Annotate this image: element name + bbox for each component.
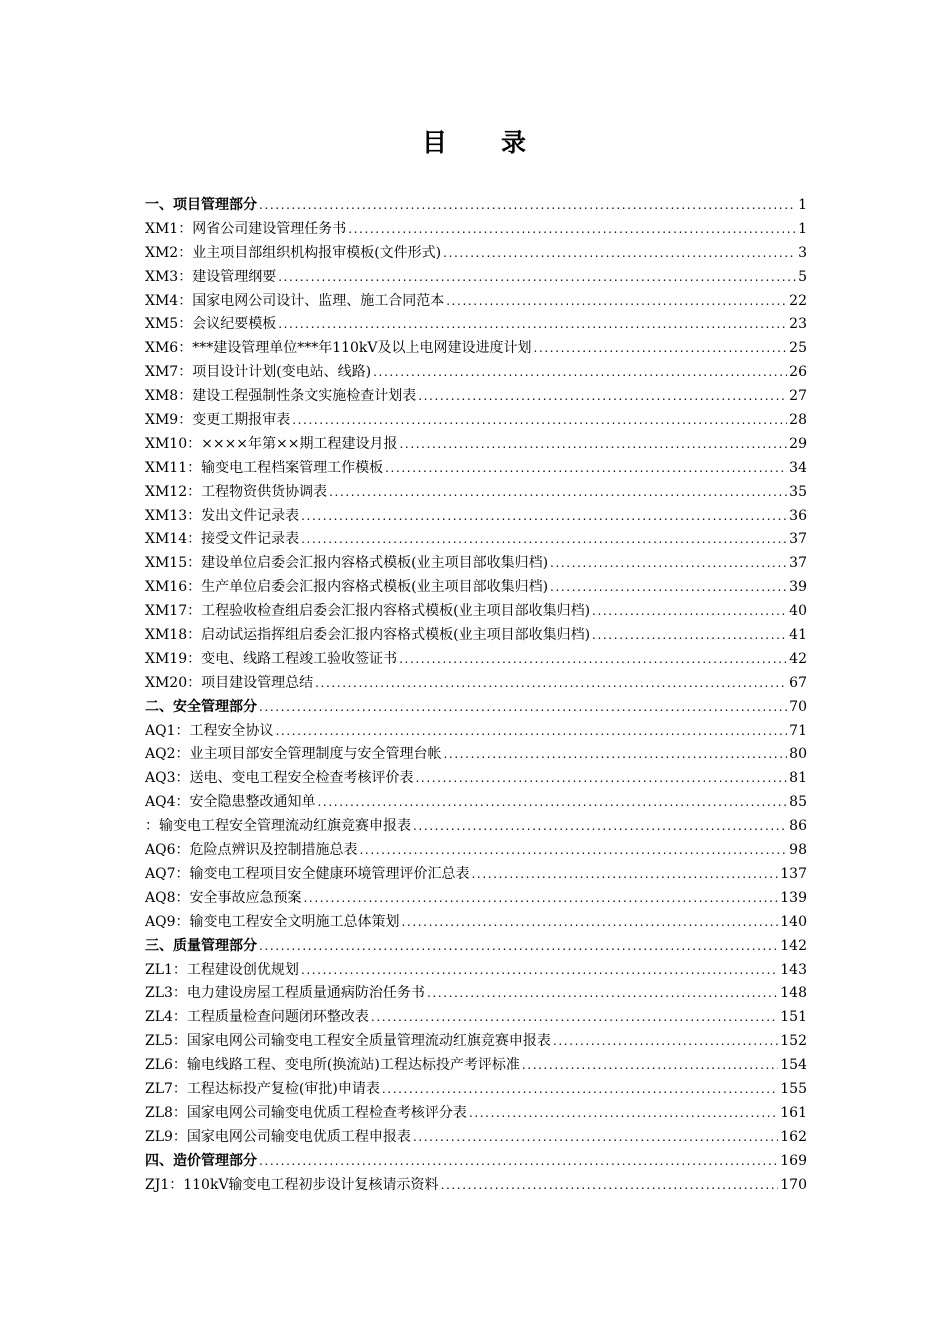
toc-entry-title: XM20：项目建设管理总结 (145, 674, 314, 691)
toc-page-number: 34 (789, 459, 807, 476)
toc-page-number: 29 (789, 435, 807, 452)
toc-entry-title: XM17：工程验收检查组启委会汇报内容格式模板(业主项目部收集归档) (145, 603, 591, 620)
toc-dot-leader (550, 552, 787, 576)
toc-entry[interactable] (145, 313, 807, 337)
toc-page-number: 1 (798, 220, 807, 237)
toc-entry[interactable] (145, 1006, 807, 1030)
toc-dot-leader (443, 242, 796, 266)
toc-section-heading[interactable] (145, 935, 807, 959)
toc-entry[interactable] (145, 242, 807, 266)
toc-page-number: 71 (789, 722, 807, 739)
toc-entry-title: XM5：会议纪要模板 (145, 316, 277, 333)
toc-dot-leader (371, 1006, 778, 1030)
toc-dot-leader (278, 266, 796, 290)
toc-entry[interactable] (145, 600, 807, 624)
toc-entry[interactable] (145, 385, 807, 409)
toc-dot-leader (469, 1102, 778, 1126)
toc-page-number: 23 (789, 316, 807, 333)
toc-entry[interactable] (145, 1174, 807, 1198)
toc-entry[interactable] (145, 1126, 807, 1150)
toc-entry[interactable] (145, 266, 807, 290)
toc-page-number: 151 (780, 1009, 807, 1026)
page-title (0, 126, 950, 160)
toc-page-number: 86 (789, 818, 807, 835)
toc-dot-leader (472, 863, 779, 887)
toc-page-number: 152 (780, 1033, 807, 1050)
toc-entry[interactable] (145, 337, 807, 361)
toc-entry[interactable] (145, 959, 807, 983)
toc-page-number: 143 (780, 961, 807, 978)
toc-dot-leader (329, 481, 787, 505)
toc-entry[interactable] (145, 409, 807, 433)
toc-entry[interactable] (145, 1102, 807, 1126)
toc-dot-leader (592, 600, 787, 624)
toc-entry-title: XM13：发出文件记录表 (145, 507, 300, 524)
toc-entry-title: XM9：变更工期报审表 (145, 412, 291, 429)
toc-dot-leader (360, 839, 788, 863)
toc-entry[interactable] (145, 1030, 807, 1054)
toc-page-number: 36 (789, 507, 807, 524)
toc-dot-leader (304, 887, 779, 911)
toc-entry-title: XM18：启动试运指挥组启委会汇报内容格式模板(业主项目部收集归档) (145, 627, 591, 644)
toc-page-number: 161 (780, 1104, 807, 1121)
toc-dot-leader (318, 791, 788, 815)
toc-entry-title: ZL9：国家电网公司输变电优质工程申报表 (145, 1128, 411, 1145)
toc-entry[interactable] (145, 361, 807, 385)
toc-page-number: 37 (789, 555, 807, 572)
toc-dot-leader (382, 1078, 778, 1102)
toc-dot-leader (413, 1126, 778, 1150)
toc-entry-title: AQ8：安全事故应急预案 (145, 889, 302, 906)
toc-dot-leader (413, 815, 787, 839)
toc-dot-leader (416, 767, 788, 791)
toc-page-number: 25 (789, 340, 807, 357)
toc-entry[interactable] (145, 576, 807, 600)
toc-page-number: 169 (780, 1152, 807, 1169)
toc-entry-title: XM8：建设工程强制性条文实施检查计划表 (145, 388, 417, 405)
toc-dot-leader (534, 337, 788, 361)
toc-section-heading[interactable] (145, 696, 807, 720)
toc-page-number: 35 (789, 483, 807, 500)
toc-dot-leader (315, 672, 787, 696)
toc-entry[interactable] (145, 505, 807, 529)
toc-entry-title: XM14：接受文件记录表 (145, 531, 300, 548)
toc-entry[interactable] (145, 481, 807, 505)
toc-entry-title: 四、造价管理部分 (145, 1152, 257, 1169)
toc-dot-leader (292, 409, 787, 433)
title-char-1: 目 (421, 128, 449, 157)
toc-dot-leader (259, 935, 778, 959)
toc-entry[interactable] (145, 863, 807, 887)
toc-page-number: 148 (780, 985, 807, 1002)
toc-dot-leader (259, 194, 796, 218)
toc-entry[interactable] (145, 982, 807, 1006)
toc-page-number: 154 (780, 1057, 807, 1074)
toc-dot-leader (373, 361, 787, 385)
toc-entry[interactable] (145, 457, 807, 481)
toc-page-number: 27 (789, 388, 807, 405)
toc-dot-leader (278, 313, 787, 337)
toc-page-number: 81 (789, 770, 807, 787)
toc-entry[interactable] (145, 552, 807, 576)
toc-dot-leader (402, 911, 779, 935)
toc-entry-title: AQ6：危险点辨识及控制措施总表 (145, 842, 358, 859)
toc-entry-title: XM19：变电、线路工程竣工验收签证书 (145, 650, 398, 667)
toc-page-number: 85 (789, 794, 807, 811)
toc-entry-title: ZL5：国家电网公司输变电工程安全质量管理流动红旗竞赛申报表 (145, 1033, 551, 1050)
table-of-contents (145, 194, 807, 1197)
toc-entry-title: ZL4：工程质量检查问题闭环整改表 (145, 1009, 369, 1026)
toc-entry-title: ZJ1：110kV输变电工程初步设计复核请示资料 (145, 1176, 439, 1193)
toc-dot-leader (301, 528, 787, 552)
toc-entry[interactable] (145, 672, 807, 696)
toc-dot-leader (592, 624, 787, 648)
toc-entry-title: XM4：国家电网公司设计、监理、施工合同范本 (145, 292, 445, 309)
toc-page-number: 142 (780, 937, 807, 954)
toc-section-heading[interactable] (145, 194, 807, 218)
toc-page-number: 98 (789, 842, 807, 859)
toc-dot-leader (399, 648, 787, 672)
toc-page-number: 28 (789, 412, 807, 429)
toc-entry[interactable] (145, 290, 807, 314)
toc-entry-title: XM6：***建设管理单位***年110kV及以上电网建设进度计划 (145, 340, 532, 357)
toc-page-number: 70 (789, 698, 807, 715)
toc-entry-title: AQ4：安全隐患整改通知单 (145, 794, 316, 811)
toc-dot-leader (400, 433, 788, 457)
toc-entry-title: 一、项目管理部分 (145, 197, 257, 213)
toc-entry-title: XM11：输变电工程档案管理工作模板 (145, 459, 384, 476)
toc-dot-leader (348, 218, 796, 242)
toc-page-number: 140 (780, 913, 807, 930)
toc-page-number: 26 (789, 364, 807, 381)
toc-entry-title: XM10：××××年第××期工程建设月报 (145, 435, 398, 452)
toc-page-number: 137 (780, 865, 807, 882)
toc-dot-leader (301, 505, 787, 529)
toc-entry-title: XM2：业主项目部组织机构报审模板(文件形式) (145, 244, 442, 261)
toc-entry-title: XM16：生产单位启委会汇报内容格式模板(业主项目部收集归档) (145, 579, 549, 596)
title-char-2: 录 (501, 128, 529, 157)
toc-entry-title: AQ9：输变电工程安全文明施工总体策划 (145, 913, 400, 930)
toc-dot-leader (522, 1054, 778, 1078)
toc-entry-title: XM3：建设管理纲要 (145, 268, 277, 285)
toc-page-number: 22 (789, 292, 807, 309)
toc-dot-leader (385, 457, 787, 481)
toc-entry[interactable] (145, 1078, 807, 1102)
toc-entry-title: ZL8：国家电网公司输变电优质工程检查考核评分表 (145, 1104, 467, 1121)
toc-page-number: 67 (789, 674, 807, 691)
toc-dot-leader (553, 1030, 778, 1054)
toc-page-number: 162 (780, 1128, 807, 1145)
toc-entry-title: 二、安全管理部分 (145, 698, 257, 715)
toc-dot-leader (446, 290, 787, 314)
toc-entry-title: XM7：项目设计计划(变电站、线路) (145, 364, 372, 381)
toc-entry-title: ZL6：输电线路工程、变电所(换流站)工程达标投产考评标准 (145, 1057, 520, 1074)
toc-entry-title: AQ1：工程安全协议 (145, 722, 274, 739)
toc-entry[interactable] (145, 815, 807, 839)
toc-entry-title: XM1：网省公司建设管理任务书 (145, 220, 347, 237)
toc-dot-leader (427, 982, 778, 1006)
toc-page-number: 80 (789, 746, 807, 763)
toc-entry[interactable] (145, 743, 807, 767)
toc-entry[interactable] (145, 433, 807, 457)
toc-page-number: 37 (789, 531, 807, 548)
toc-dot-leader (301, 959, 778, 983)
toc-page-number: 3 (798, 244, 807, 261)
toc-page-number: 155 (780, 1080, 807, 1097)
toc-dot-leader (550, 576, 787, 600)
toc-page-number: 41 (789, 627, 807, 644)
toc-dot-leader (276, 720, 788, 744)
toc-dot-leader (441, 1174, 779, 1198)
toc-entry-title: AQ7：输变电工程项目安全健康环境管理评价汇总表 (145, 865, 470, 882)
toc-dot-leader (259, 696, 787, 720)
toc-entry[interactable] (145, 839, 807, 863)
toc-entry[interactable] (145, 528, 807, 552)
toc-entry-title: AQ2：业主项目部安全管理制度与安全管理台帐 (145, 746, 442, 763)
toc-entry[interactable] (145, 218, 807, 242)
toc-entry-title: 三、质量管理部分 (145, 937, 257, 954)
toc-entry[interactable] (145, 648, 807, 672)
toc-entry[interactable] (145, 767, 807, 791)
toc-entry-title: ZL7：工程达标投产复检(审批)申请表 (145, 1080, 380, 1097)
toc-page-number: 170 (780, 1176, 807, 1193)
toc-page-number: 42 (789, 650, 807, 667)
toc-section-heading[interactable] (145, 1150, 807, 1174)
toc-page-number: 39 (789, 579, 807, 596)
toc-page-number: 1 (798, 197, 807, 213)
toc-dot-leader (418, 385, 787, 409)
toc-entry[interactable] (145, 720, 807, 744)
toc-entry-title: ：输变电工程安全管理流动红旗竞赛申报表 (145, 818, 411, 835)
toc-entry[interactable] (145, 911, 807, 935)
toc-page-number: 40 (789, 603, 807, 620)
toc-entry-title: XM15：建设单位启委会汇报内容格式模板(业主项目部收集归档) (145, 555, 549, 572)
toc-entry-title: AQ3：送电、变电工程安全检查考核评价表 (145, 770, 414, 787)
toc-entry-title: ZL1：工程建设创优规划 (145, 961, 299, 978)
toc-page-number: 5 (798, 268, 807, 285)
toc-dot-leader (444, 743, 788, 767)
toc-page-number: 139 (780, 889, 807, 906)
toc-entry[interactable] (145, 791, 807, 815)
toc-entry[interactable] (145, 887, 807, 911)
toc-entry-title: XM12：工程物资供货协调表 (145, 483, 328, 500)
toc-entry[interactable] (145, 1054, 807, 1078)
toc-entry-title: ZL3：电力建设房屋工程质量通病防治任务书 (145, 985, 425, 1002)
toc-entry[interactable] (145, 624, 807, 648)
toc-dot-leader (259, 1150, 778, 1174)
